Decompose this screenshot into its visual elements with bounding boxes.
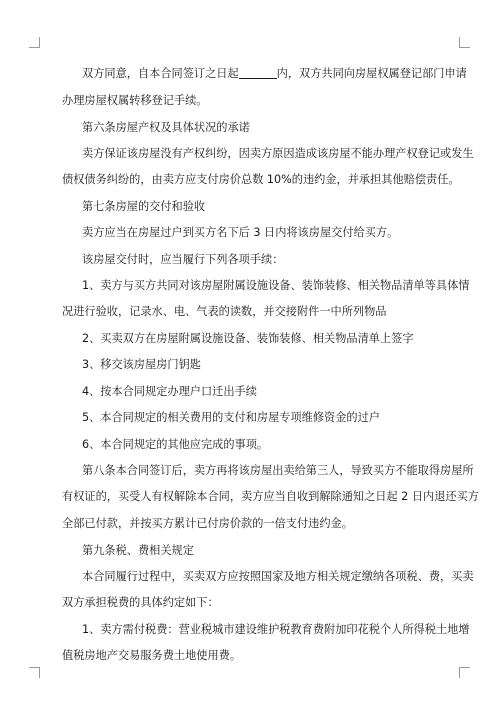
paragraph-registration-line-1 [82, 66, 467, 82]
article-6-line-1: 卖方保证该房屋没有产权纠纷，因卖方原因造成该房屋不能办理产权登记或发生 [82, 147, 474, 160]
tax-item-1-line-1: 1、卖方需付税费：营业税城市建设维护税教育费附加印花税个人所得税土地增 [82, 623, 470, 636]
article-8-line-1: 第八条本合同签订后，卖方再将该房屋出卖给第三人，导致买方不能取得房屋所 [82, 464, 474, 477]
registration-text-after-blank: 内，双方共同向房屋权属登记部门申请 [276, 67, 467, 80]
article-9-line-2: 双方承担税费的具体约定如下： [62, 596, 219, 609]
handover-item-3: 3、移交该房屋房门钥匙 [82, 358, 201, 371]
blank-fill-line [239, 77, 277, 79]
article-7-line-2: 该房屋交付时，应当履行下列各项手续： [82, 253, 284, 266]
handover-item-6: 6、本合同规定的其他应完成的事项。 [82, 438, 269, 451]
tax-item-1-line-2: 值税房地产交易服务费土地使用费。 [62, 649, 242, 662]
registration-text-before-blank: 双方同意，自本合同签订之日起 [82, 67, 239, 80]
handover-item-5: 5、本合同规定的相关费用的支付和房屋专项维修资金的过户 [82, 411, 380, 424]
article-7-heading: 第七条房屋的交付和验收 [82, 200, 206, 213]
article-9-heading: 第九条税、费相关规定 [82, 544, 194, 557]
handover-item-1-line-1: 1、卖方与买方共同对该房屋附属设施设备、装饰装修、相关物品清单等具体情 [82, 279, 470, 292]
article-7-line-1: 卖方应当在房屋过户到买方名下后 3 日内将该房屋交付给买方。 [82, 226, 399, 239]
handover-item-2: 2、买卖双方在房屋附属设施设备、装饰装修、相关物品清单上签字 [82, 332, 414, 345]
handover-item-4: 4、按本合同规定办理户口迁出手续 [82, 385, 257, 398]
article-8-line-3: 全部已付款，并按买方累计已付房价款的一倍支付违约金。 [62, 517, 353, 530]
article-6-line-2: 债权债务纠纷的，由卖方应支付房价总数 10%的违约金，并承担其他赔偿责任。 [62, 173, 460, 186]
crop-mark-bottom-left [29, 667, 40, 678]
paragraph-registration-line-2: 办理房屋权属转移登记手续。 [62, 94, 208, 107]
crop-mark-top-left [29, 37, 40, 48]
article-8-line-2: 有权证的，买受人有权解除本合同，卖方应当自收到解除通知之日起 2 日内退还买方 [62, 490, 479, 503]
crop-mark-top-right [459, 37, 470, 48]
crop-mark-bottom-right [459, 667, 470, 678]
handover-item-1-line-2: 况进行验收，记录水、电、气表的读数，并交接附件一中所列物品 [62, 305, 387, 318]
article-6-heading: 第六条房屋产权及具体状况的承诺 [82, 121, 250, 134]
article-9-line-1: 本合同履行过程中，买卖双方应按照国家及地方相关规定缴纳各项税、费，买卖 [82, 570, 474, 583]
